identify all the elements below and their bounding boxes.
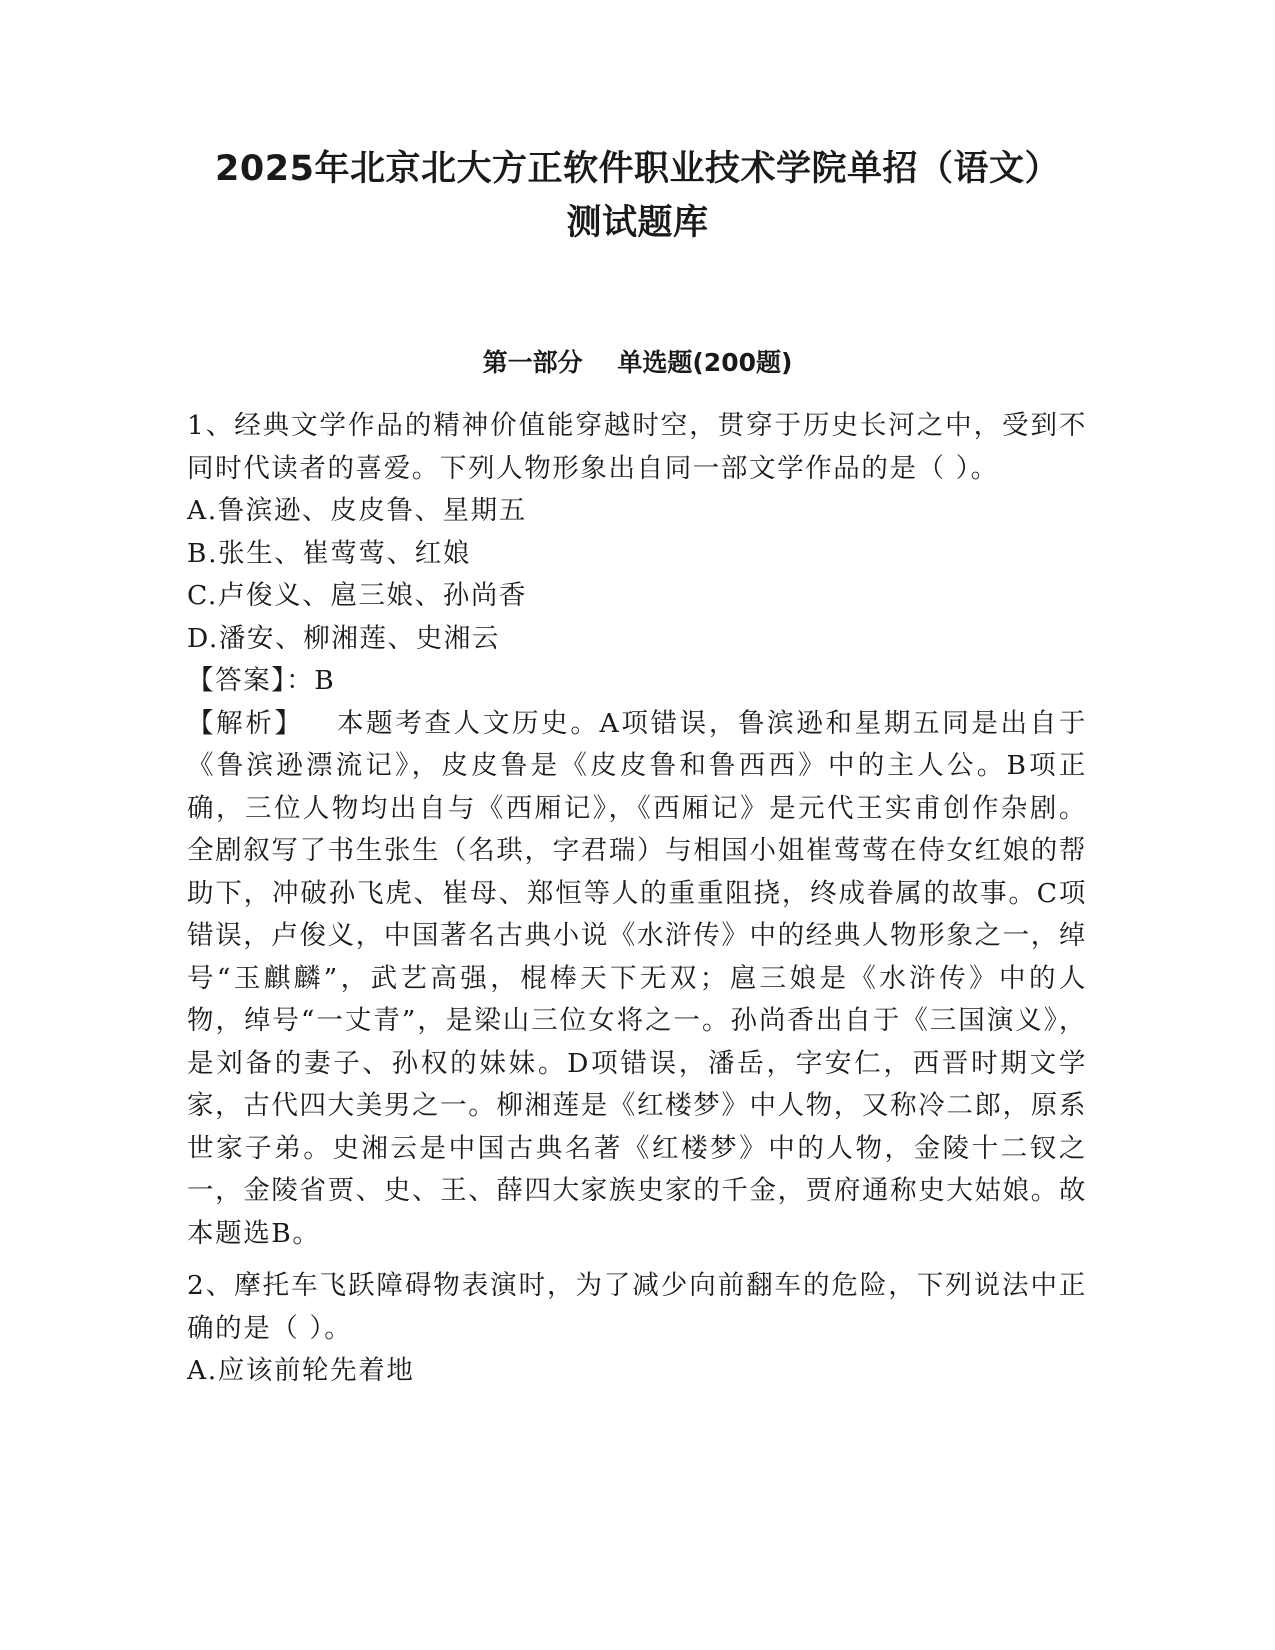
question-stem: 1、经典文学作品的精神价值能穿越时空，贯穿于历史长河之中，受到不同时代读者的喜爱。下列人物形象出自同一部文学作品的是（ ）。 [187, 410, 1087, 484]
document-title-line-2: 测试题库 [566, 203, 709, 243]
explanation-text: 本题考查人文历史。A项错误，鲁滨逊和星期五同是出自于《鲁滨逊漂流记》，皮皮鲁是《皮皮鲁和鲁西西》中的主人公。B项正确，三位人物均出自与《西厢记》，《西厢记》是元代王实甫创作杂剧。全剧叙写了书生张生（名珙，字君瑞）与相国小姐崔莺莺在侍女红娘的帮助下，冲破孙飞虎、崔母、郑恒等人的重重阻挠，终成眷属的故事。C项错误，卢俊义，中国著名古典小说《水浒传》中的经典人物形象之一，绰号“玉麒麟”，武艺高强，棍棒天下无双；扈三娘是《水浒传》中的人物，绰号“一丈青”，是梁山三位女将之一。孙尚香出自于《三国演义》，是刘备的妻子、孙权的妹妹。D项错误，潘岳，字安仁，西晋时期文学家，古代四大美男之一。柳湘莲是《红楼梦》中人物，又称冷二郎，原系世家子弟。史湘云是中国古典名著《红楼梦》中的人物，金陵十二钗之一，金陵省贾、史、王、薛四大家族史家的千金，贾府通称史大姑娘。故本题选B。 [187, 707, 1087, 1249]
question-option-c: C.卢俊义、扈三娘、孙尚香 [187, 580, 528, 611]
section-heading: 第一部分 单选题(200题) [482, 348, 793, 377]
question-explanation [187, 703, 1087, 1256]
question-option-d: D.潘安、柳湘莲、史湘云 [187, 622, 500, 654]
document-title [100, 142, 1175, 250]
document-title-line-1: 2025年北京北大方正软件职业技术学院单招（语文） [215, 149, 1060, 189]
explanation-label: 【解析】 [187, 707, 304, 739]
question-item [187, 405, 1087, 1255]
question-answer: 【答案】：B [187, 665, 336, 696]
question-stem: 2、摩托车飞跃障碍物表演时，为了减少向前翻车的危险，下列说法中正确的是（ ）。 [187, 1270, 1087, 1344]
question-option-b: B.张生、崔莺莺、红娘 [187, 537, 471, 569]
question-option-a: A.应该前轮先着地 [187, 1355, 415, 1386]
question-list [187, 405, 1087, 1393]
question-item [187, 1265, 1087, 1393]
question-option-a: A.鲁滨逊、皮皮鲁、星期五 [187, 495, 527, 526]
